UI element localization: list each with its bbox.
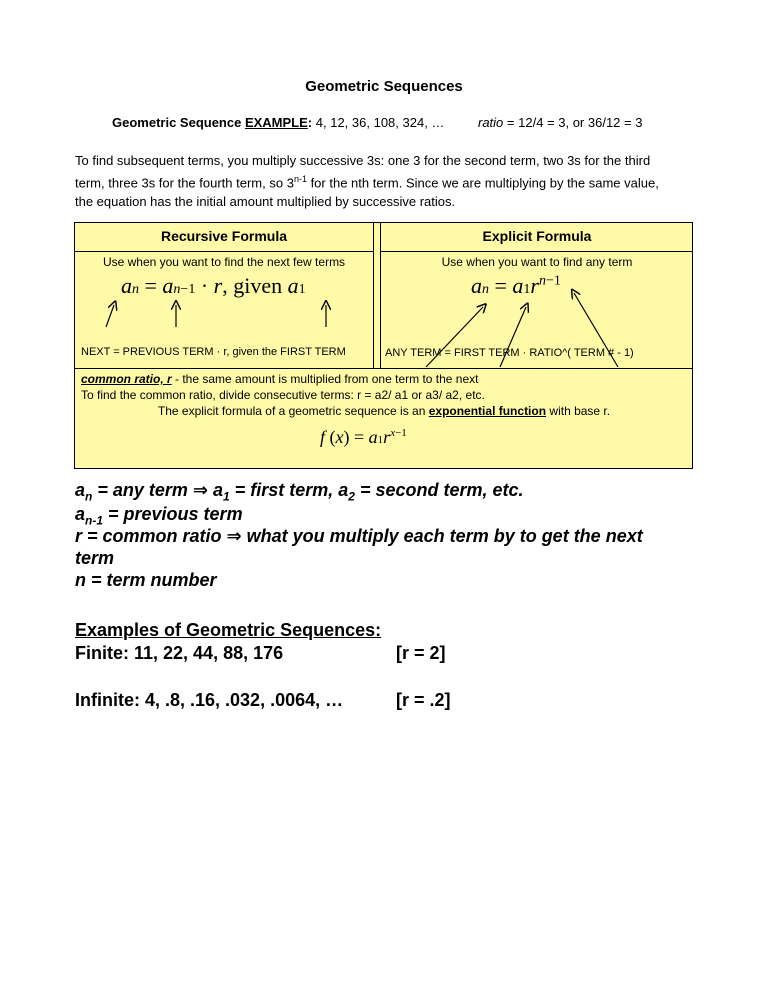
explicit-subheader: Use when you want to find any term [441,255,633,269]
finite-ratio: [r = 2] [396,643,446,663]
definition-n: n = term number [75,570,217,590]
explicit-header: Explicit Formula [482,228,592,244]
arrow-pointer-icon [106,305,114,327]
recursive-subheader: Use when you want to find the next few terms [102,255,346,269]
finite-example: Finite: 11, 22, 44, 88, 176 [75,643,284,663]
definition-an: $a_n$ = any term ⇒ $a_1$ = first term, $a_2$ = second term, etc. [75,480,524,504]
common-ratio-definition: common ratio, r - the same amount is multiplied from one term to the next [81,372,479,386]
examples-title: Examples of Geometric Sequences: [75,620,382,640]
implies-arrow-icon: ⇒ [226,526,242,546]
infinite-example: Infinite: 4, .8, .16, .032, .0064, … [75,690,344,710]
intro-paragraph: To find subsequent terms, you multiply successive 3s: one 3 for the second term, two 3s for the third term, three 3s for the fourth term, so 3$^{n-1}$ for the nth term. Since we are multiplying by the same value, the equation has the initial amount multiplied by successive ratios. [75,153,659,210]
definition-r-cont: term [75,548,115,568]
definition-an-1: $a_{n-1}$ = previous term [75,504,243,528]
ratio-line: ratio = 12/4 = 3, or 36/12 = 3 [478,115,643,130]
exponential-note: The explicit formula of a geometric sequence is an exponential function with base r. [157,404,611,418]
infinite-ratio: [r = .2] [396,690,451,710]
function-formula: f $(x) = a1r^{x-1}$ [320,427,407,447]
formula-box [74,222,693,469]
recursive-header: Recursive Formula [160,228,288,244]
implies-arrow-icon: ⇒ [192,480,208,500]
example-line [112,115,444,130]
definition-r: r = common ratio ⇒ what you multiply each term by to get the next [75,526,643,546]
common-ratio-howto: To find the common ratio, divide consecutive terms: r = a2/ a1 or a3/ a2, etc. [81,388,485,402]
example-label: Geometric Sequence EXAMPLE: [112,115,313,130]
recursive-formula: an = an−1 · r, given a1 [121,273,306,298]
example-values: 4, 12, 36, 108, 324, … [315,115,445,130]
page-title: Geometric Sequences [305,78,463,95]
explicit-formula: an = $a1r^{n-1}$ [471,273,561,298]
recursive-annotation: NEXT = PREVIOUS TERM · r, given the FIRST TERM [81,346,346,358]
explicit-annotation: ANY TERM = FIRST TERM · RATIO^( TERM # - 1) [385,347,634,359]
